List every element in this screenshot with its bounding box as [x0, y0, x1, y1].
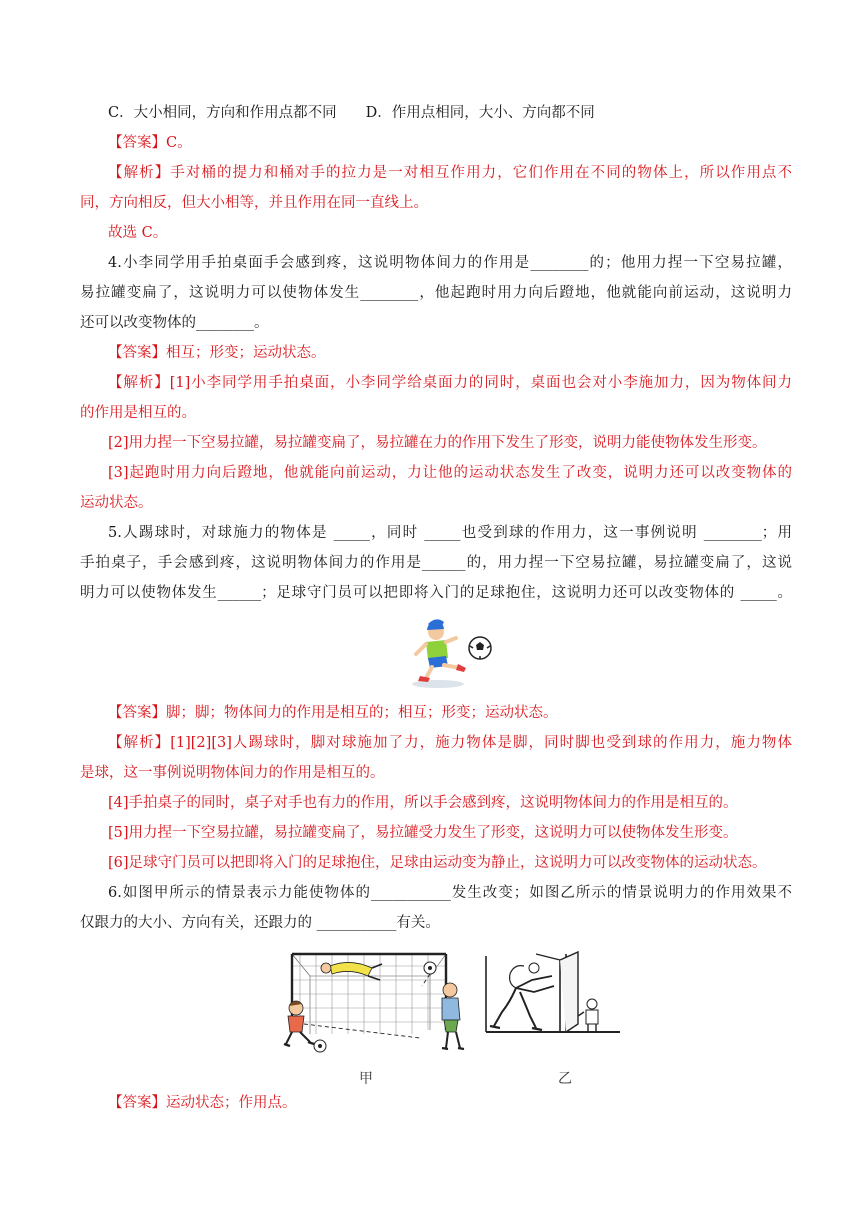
figure-caption-jia: 甲: [359, 1071, 373, 1087]
question-5: 5.人踢球时，对球施力的物体是 _____，同时 _____也受到球的作用力，这一事例说明 ________；用: [108, 525, 792, 541]
question-6-cont: 仅跟力的大小、方向有关，还跟力的 ___________有关。: [80, 915, 440, 931]
q5-analysis-2: [4]手拍桌子的同时，桌子对手也有力的作用，所以手会感到疼，这说明物体间力的作用是相互的。: [108, 795, 738, 811]
question-4-cont: 易拉罐变扁了，这说明力可以使物体发生________，他起跑时用力向后蹬地，他就能向前运动，这说明力: [80, 285, 792, 301]
q4-analysis-3-cont: 运动状态。: [80, 495, 153, 511]
q3-choice: 故选 C。: [108, 225, 168, 241]
q5-analysis-cont: 是球，这一事例说明物体间力的作用是相互的。: [80, 765, 385, 781]
kicking-boy-illustration: [398, 612, 498, 690]
q4-analysis: 【解析】[1]小李同学用手拍桌面，小李同学给桌面力的同时，桌面也会对小李施加力，因为物体间力: [108, 375, 792, 391]
q6-answer: 【答案】运动状态；作用点。: [108, 1095, 297, 1111]
question-4: 4.小李同学用手拍桌面手会感到疼，这说明物体间力的作用是________的；他用力捏一下空易拉罐，: [108, 255, 792, 271]
q5-analysis-4: [6]足球守门员可以把即将入门的足球抱住，足球由运动变为静止，这说明力可以改变物体的运动状态。: [108, 855, 767, 871]
goal-scene-illustration: [270, 946, 476, 1058]
question-5-cont: 明力可以使物体发生______；足球守门员可以把即将入门的足球抱住，这说明力还可以改变物体的 _____。: [80, 585, 792, 601]
q4-analysis-cont: 的作用是相互的。: [80, 405, 196, 421]
q3-analysis-cont: 同，方向相反，但大小相等，并且作用在同一直线上。: [80, 195, 428, 211]
q5-analysis: 【解析】[1][2][3]人踢球时，脚对球施加了力，施力物体是脚，同时脚也受到球的作用力，施力物体: [108, 735, 792, 751]
options-c-d: C．大小相同，方向和作用点都不同 D．作用点相同，大小、方向都不同: [108, 105, 595, 121]
door-push-illustration: [480, 946, 626, 1058]
q3-analysis: 【解析】手对桶的提力和桶对手的拉力是一对相互作用力，它们作用在不同的物体上，所以作用点不: [108, 165, 792, 181]
question-4-cont: 还可以改变物体的________。: [80, 315, 269, 331]
figure-caption-yi: 乙: [558, 1071, 572, 1087]
question-5-cont: 手拍桌子，手会感到疼，这说明物体间力的作用是______的，用力捏一下空易拉罐，易拉罐变扁了，这说: [80, 555, 792, 571]
q5-analysis-3: [5]用力捏一下空易拉罐，易拉罐变扁了，易拉罐受力发生了形变，这说明力可以使物体发生形变。: [108, 825, 738, 841]
q4-analysis-3: [3]起跑时用力向后蹬地，他就能向前运动，力让他的运动状态发生了改变，说明力还可以改变物体的: [108, 465, 792, 481]
q5-answer: 【答案】脚；脚；物体间力的作用是相互的；相互；形变；运动状态。: [108, 705, 558, 721]
q4-analysis-2: [2]用力捏一下空易拉罐，易拉罐变扁了，易拉罐在力的作用下发生了形变，说明力能使物体发生形变。: [108, 435, 767, 451]
q3-answer: 【答案】C。: [108, 135, 192, 151]
question-6: 6.如图甲所示的情景表示力能使物体的___________发生改变；如图乙所示的情景说明力的作用效果不: [108, 885, 792, 901]
q4-answer: 【答案】相互；形变；运动状态。: [108, 345, 326, 361]
